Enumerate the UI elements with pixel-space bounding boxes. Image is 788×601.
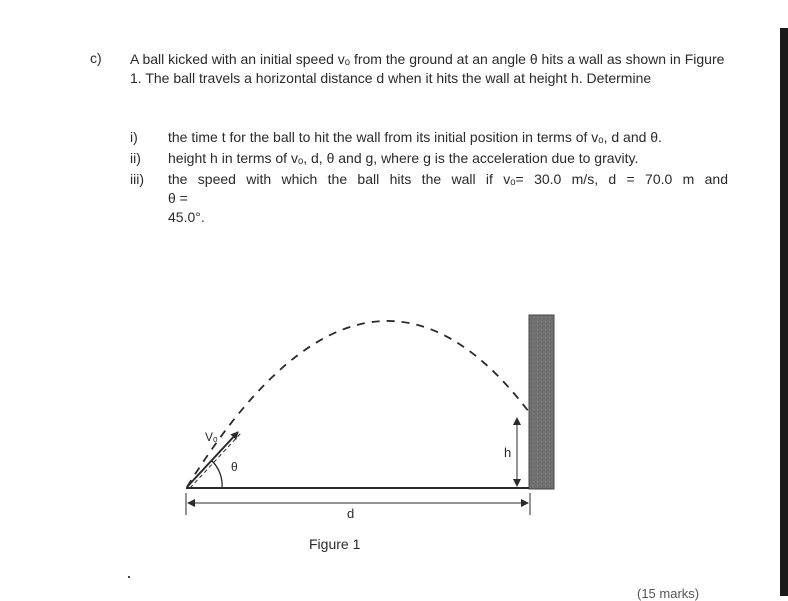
sub-question-text: height h in terms of vₒ, d, θ and g, where g is the acceleration due to gravity.	[168, 150, 639, 166]
page-edge-bar	[780, 28, 788, 596]
velocity-label: Vₒ	[205, 430, 218, 444]
distance-label: d	[347, 506, 355, 521]
question-text: A ball kicked with an initial speed vₒ from the ground at an angle θ hits a wall as shown in Figure 1. The ball travels a horizontal distance d when it hits the wall at height h. Determine	[130, 51, 725, 86]
sub-question-continuation: θ = 45.0°.	[168, 190, 205, 225]
height-label: h	[504, 445, 512, 460]
sub-question-text: the time t for the ball to hit the wall from its initial position in terms of vₒ, d and θ.	[168, 129, 662, 145]
sub-question-number: ii)	[130, 150, 141, 166]
angle-label: θ	[231, 460, 238, 474]
question-label: c)	[90, 50, 102, 66]
sub-question-text: the speed with which the ball hits the wall if vₒ= 30.0 m/s, d = 70.0 m and	[168, 171, 728, 187]
figure-caption: Figure 1	[309, 536, 361, 552]
sub-question-number: iii)	[130, 171, 144, 187]
stray-mark	[128, 576, 130, 578]
sub-question-number: i)	[130, 129, 138, 145]
trajectory-path	[187, 321, 529, 487]
marks-label: (15 marks)	[637, 586, 700, 601]
angle-arc	[212, 461, 222, 488]
wall	[529, 315, 554, 489]
